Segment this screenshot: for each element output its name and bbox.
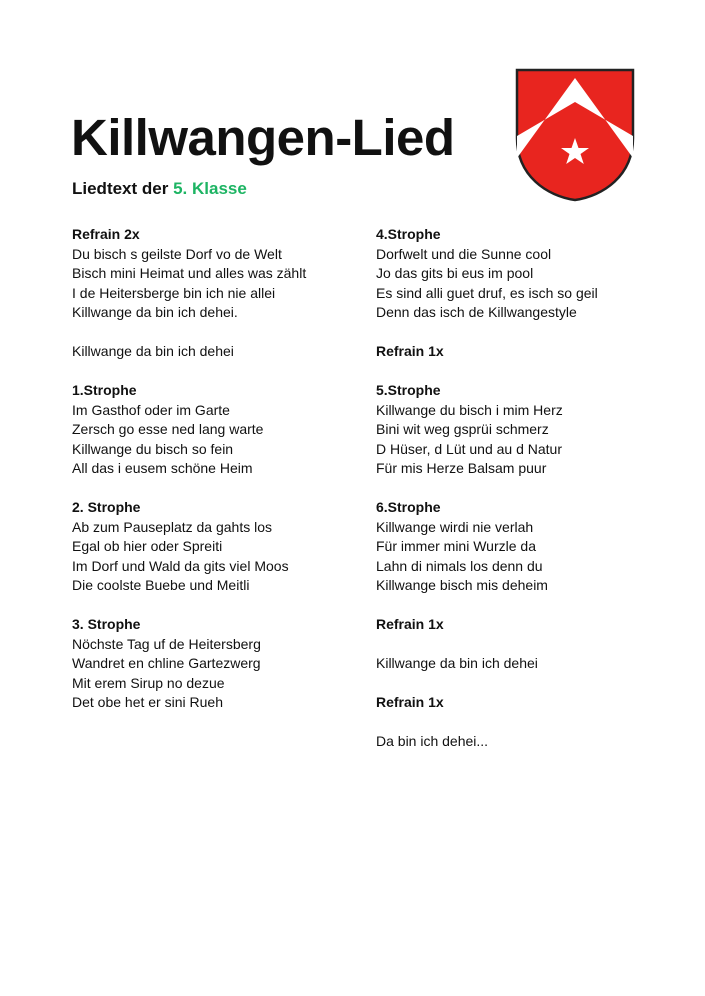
block-heading: 1.Strophe: [72, 382, 137, 398]
lyric-line: Killwange da bin ich dehei: [72, 343, 234, 359]
lyric-line: I de Heitersberge bin ich nie allei: [72, 284, 276, 301]
left-column: [72, 225, 362, 732]
lyric-line: Jo das gits bi eus im pool: [376, 265, 534, 281]
lyric-line: Dorfwelt und die Sunne cool: [376, 245, 552, 262]
block-heading: 3. Strophe: [72, 616, 141, 632]
block-heading: 2. Strophe: [72, 499, 141, 515]
block-heading: 6.Strophe: [376, 499, 441, 515]
lyric-line: Nöchste Tag uf de Heitersberg: [72, 635, 261, 652]
lyric-block: [72, 381, 362, 479]
lyric-line: Zersch go esse ned lang warte: [72, 421, 264, 437]
subtitle-accent: 5. Klasse: [173, 179, 247, 198]
block-heading: Refrain 1x: [376, 343, 444, 359]
lyric-block: [376, 498, 666, 596]
block-heading: Refrain 1x: [376, 694, 444, 710]
lyric-line: Bisch mini Heimat und alles was zählt: [72, 265, 307, 281]
lyric-block: [376, 732, 666, 752]
lyric-line: D Hüser, d Lüt und au d Natur: [376, 440, 562, 457]
lyric-line: Bini wit weg gsprüi schmerz: [376, 421, 549, 437]
lyric-block: [376, 342, 666, 362]
lyric-line: Im Dorf und Wald da gits viel Moos: [72, 557, 289, 574]
lyric-line: Mit erem Sirup no dezue: [72, 674, 225, 691]
lyric-line: Du bisch s geilste Dorf vo de Welt: [72, 245, 282, 262]
lyric-line: Wandret en chline Gartezwerg: [72, 655, 261, 671]
lyric-line: Für immer mini Wurzle da: [376, 538, 536, 554]
lyric-line: Killwange bisch mis deheim: [376, 577, 548, 593]
lyric-block: [376, 693, 666, 713]
lyric-line: Im Gasthof oder im Garte: [72, 401, 230, 418]
subtitle-prefix: Liedtext der: [72, 179, 174, 198]
lyric-block: [376, 615, 666, 635]
lyric-block: [72, 225, 362, 323]
lyric-line: Egal ob hier oder Spreiti: [72, 538, 223, 554]
lyric-line: Ab zum Pauseplatz da gahts los: [72, 518, 273, 535]
lyric-line: Killwange du bisch i mim Herz: [376, 401, 563, 418]
lyric-block: [72, 342, 362, 362]
lyric-block: [376, 654, 666, 674]
block-heading: Refrain 1x: [376, 616, 444, 632]
coat-of-arms-icon: [515, 68, 635, 202]
lyric-line: Es sind alli guet druf, es isch so geil: [376, 284, 598, 301]
lyric-line: All das i eusem schöne Heim: [72, 460, 253, 476]
lyric-line: Killwange da bin ich dehei: [376, 655, 538, 671]
lyric-line: Killwange da bin ich dehei.: [72, 304, 238, 320]
lyric-block: [376, 381, 666, 479]
subtitle: [72, 177, 247, 201]
block-heading: 4.Strophe: [376, 226, 441, 242]
lyric-line: Det obe het er sini Rueh: [72, 694, 223, 710]
lyric-block: [72, 498, 362, 596]
lyric-block: [376, 225, 666, 323]
lyric-line: Für mis Herze Balsam puur: [376, 460, 547, 476]
lyric-line: Lahn di nimals los denn du: [376, 557, 543, 574]
lyric-line: Denn das isch de Killwangestyle: [376, 304, 577, 320]
right-column: [376, 225, 666, 771]
lyric-line: Killwange wirdi nie verlah: [376, 518, 534, 535]
block-heading: Refrain 2x: [72, 226, 140, 242]
page-title: Killwangen-Lied: [71, 109, 455, 166]
lyric-line: Die coolste Buebe und Meitli: [72, 577, 250, 593]
lyric-line: Killwange du bisch so fein: [72, 440, 234, 457]
lyric-block: [72, 615, 362, 713]
block-heading: 5.Strophe: [376, 382, 441, 398]
lyric-line: Da bin ich dehei...: [376, 733, 489, 749]
